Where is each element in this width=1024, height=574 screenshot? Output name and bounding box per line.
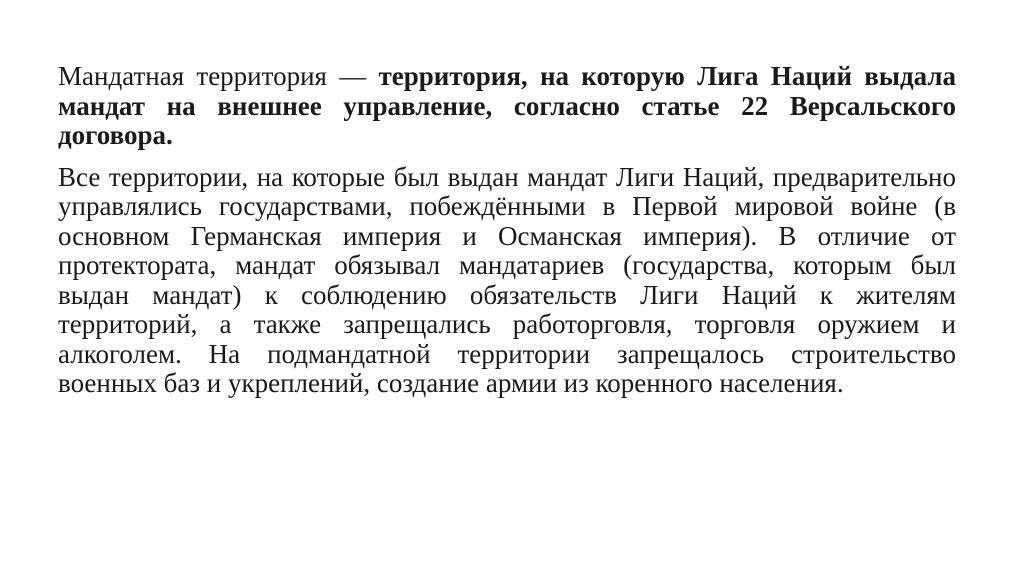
- slide-text-block: [58, 62, 956, 399]
- definition-text: территория, на которую Лига Наций выдала мандат на внешнее управление, согласно статье 22 Версальского договора.: [58, 61, 956, 150]
- body-paragraph: Все территории, на которые был выдан мандат Лиги Наций, предварительно управлялись государствами, побеждёнными в Первой мировой войне (в основном Германская империя и Османская империя). В отличие от протектората, мандат обязывал мандатариев (государства, которым был выдан мандат) к соблюдению обязательств Лиги Наций к жителям территорий, а также запрещались работорговля, торговля оружием и алкоголем. На подмандатной территории запрещалось строительство военных баз и укреплений, создание армии из коренного населения.: [58, 161, 956, 398]
- definition-paragraph: [58, 62, 956, 151]
- definition-term: Мандатная территория —: [58, 61, 379, 91]
